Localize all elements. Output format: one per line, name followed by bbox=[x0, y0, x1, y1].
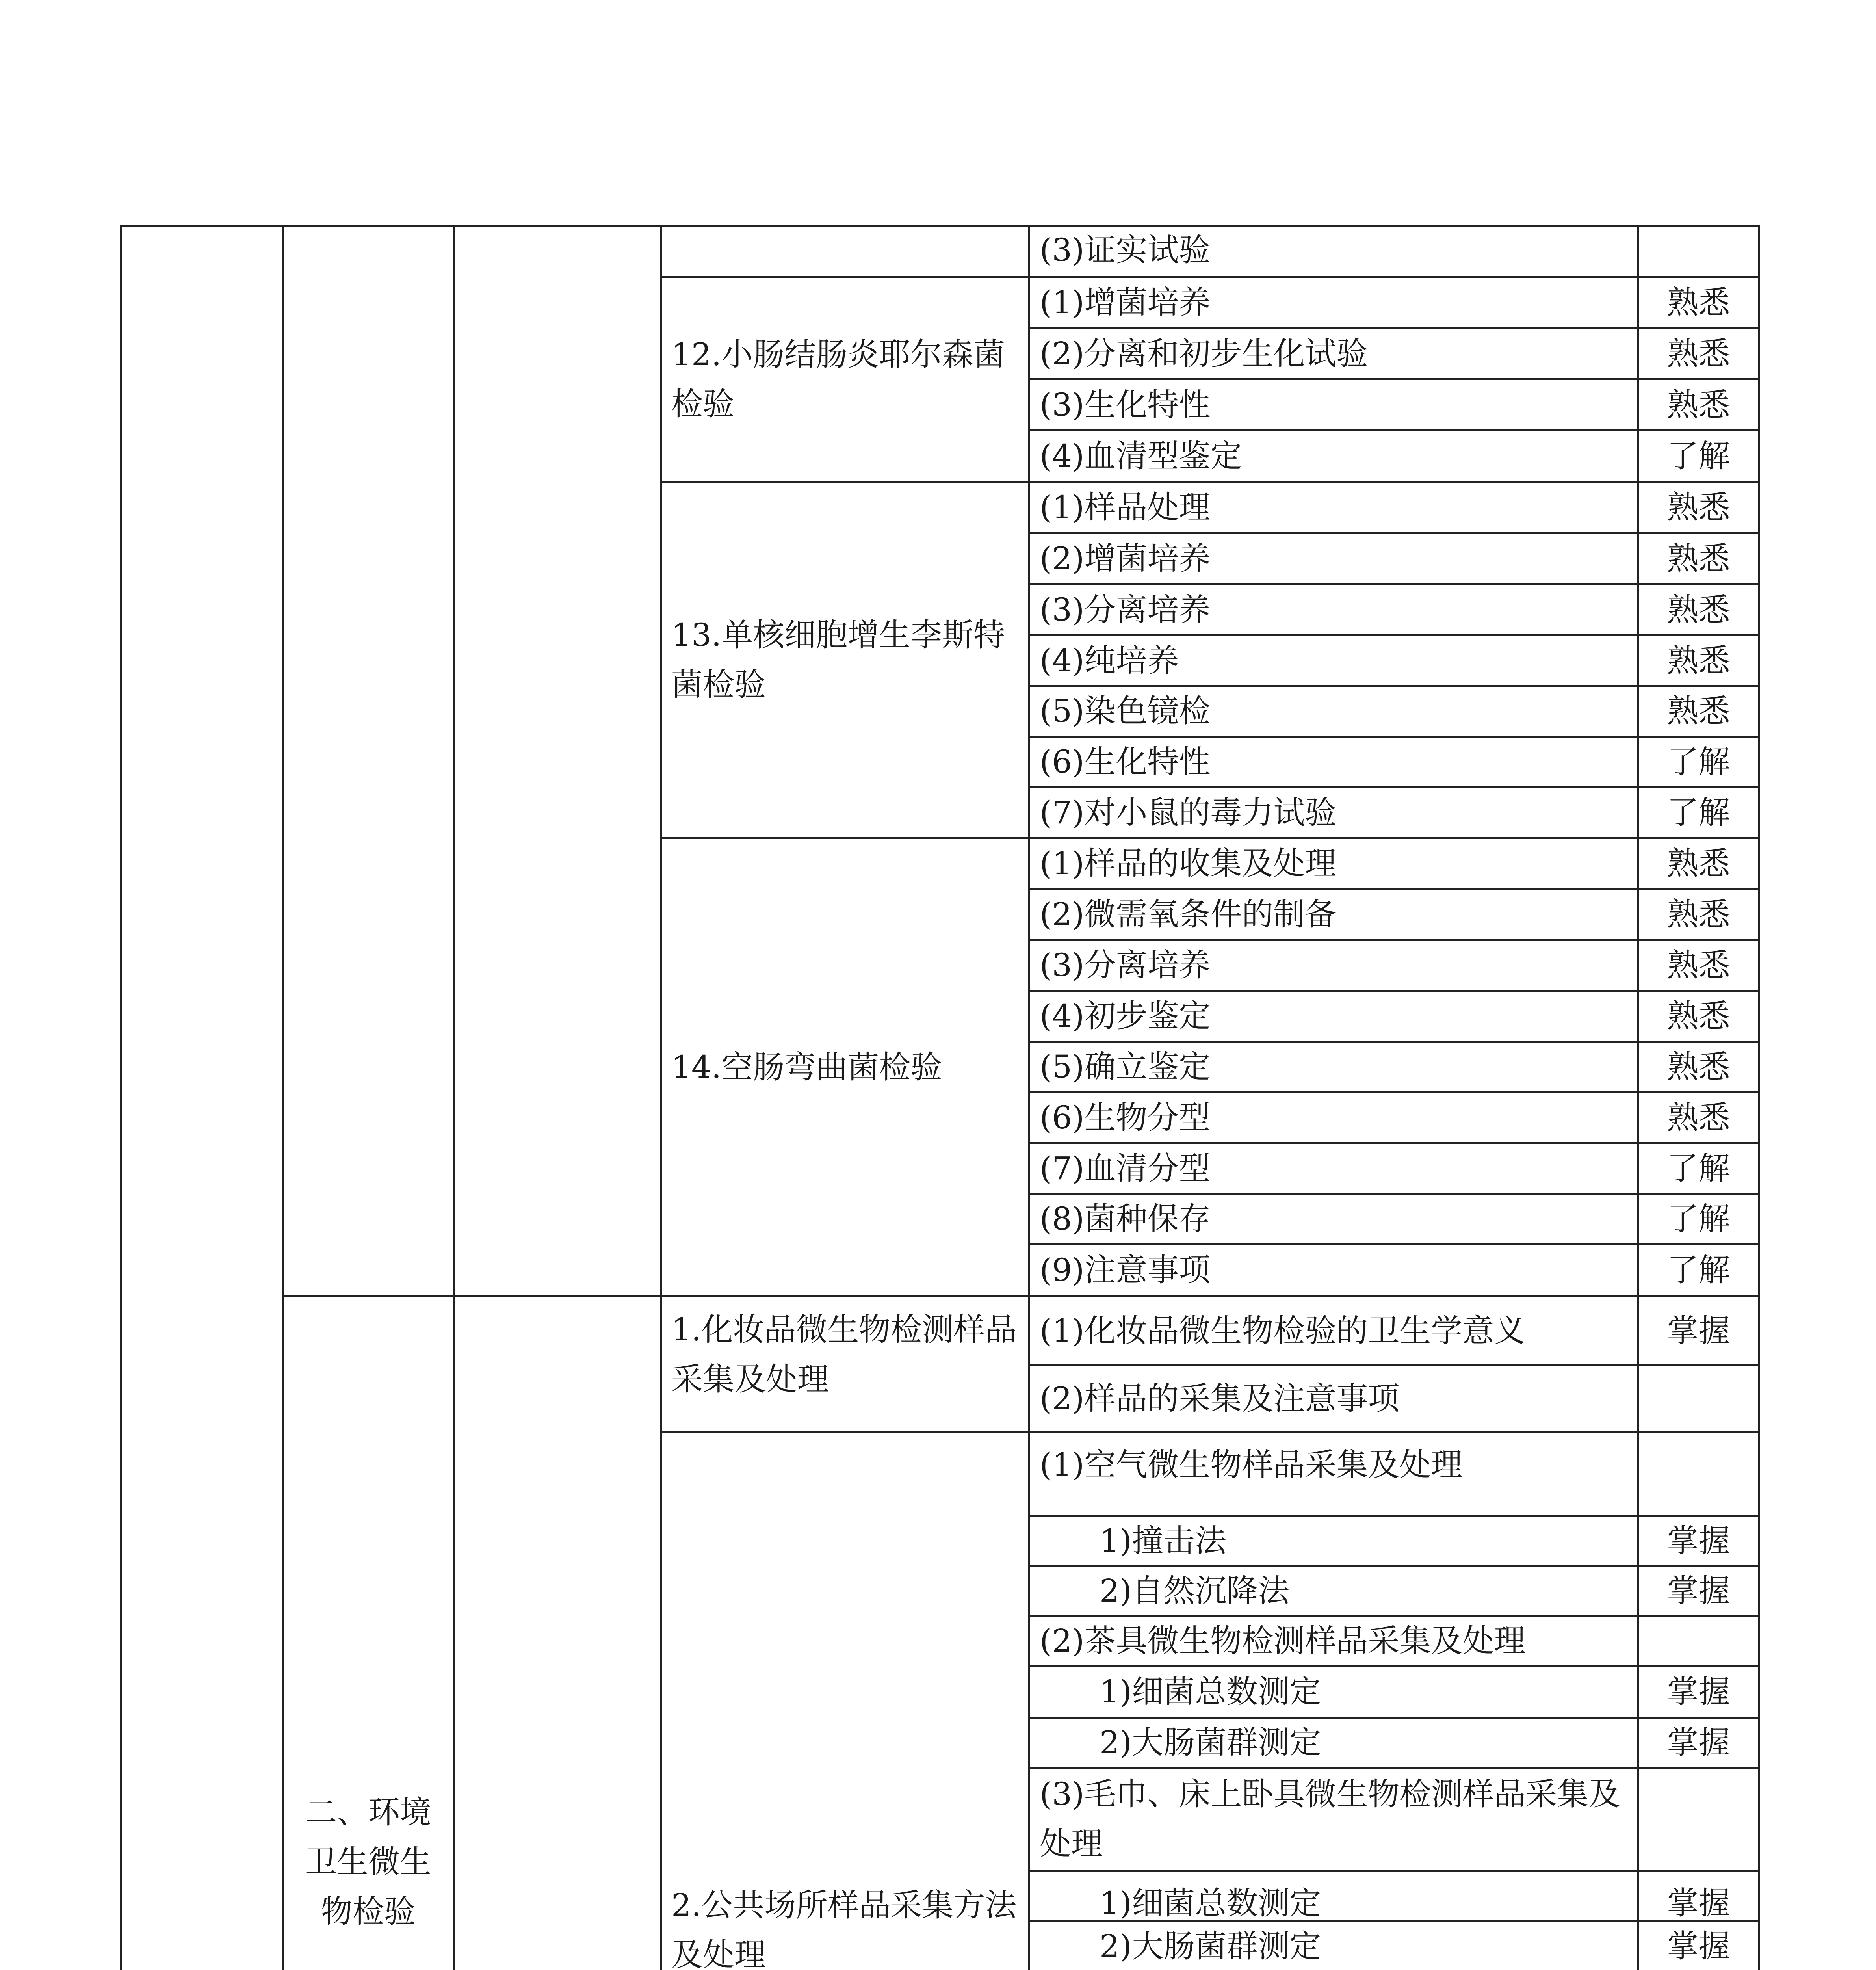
requirement-level-cell bbox=[1639, 329, 1760, 380]
requirement-level-cell bbox=[1639, 1872, 1760, 1922]
category-cell bbox=[120, 225, 284, 1970]
content-cell-text: (4)初步鉴定 bbox=[1040, 998, 1211, 1034]
requirement-level-cell-text: 掌握 bbox=[1667, 1572, 1730, 1609]
content-cell-text: (1)样品的收集及处理 bbox=[1040, 845, 1337, 882]
requirement-level-cell-text: 掌握 bbox=[1667, 1522, 1730, 1559]
content-cell-text: (2)样品的采集及注意事项 bbox=[1040, 1380, 1400, 1417]
content-cell bbox=[1030, 534, 1639, 585]
content-cell bbox=[1030, 278, 1639, 329]
sub-section-1-cell bbox=[455, 225, 662, 1297]
topic-cell bbox=[662, 483, 1030, 839]
content-cell bbox=[1030, 1093, 1639, 1144]
content-cell bbox=[1030, 738, 1639, 788]
requirement-level-cell bbox=[1639, 1567, 1760, 1617]
requirement-level-cell bbox=[1639, 992, 1760, 1043]
requirement-level-cell-text: 熟悉 bbox=[1667, 1099, 1730, 1136]
requirement-level-cell-text: 熟悉 bbox=[1667, 284, 1730, 321]
content-cell-text: (6)生物分型 bbox=[1040, 1099, 1211, 1136]
requirement-level-cell bbox=[1639, 483, 1760, 534]
content-cell-text: 1)撞击法 bbox=[1100, 1522, 1227, 1559]
section-1-cell bbox=[284, 225, 455, 1297]
requirement-level-cell-text: 了解 bbox=[1667, 437, 1730, 474]
requirement-level-cell bbox=[1639, 788, 1760, 839]
requirement-level-cell-text: 熟悉 bbox=[1667, 845, 1730, 882]
content-cell bbox=[1030, 1144, 1639, 1195]
content-cell bbox=[1030, 1617, 1639, 1667]
requirement-level-cell-text: 熟悉 bbox=[1667, 540, 1730, 577]
content-cell-text: (5)染色镜检 bbox=[1040, 693, 1211, 729]
requirement-level-cell-text: 熟悉 bbox=[1667, 947, 1730, 983]
topic-cell bbox=[662, 1297, 1030, 1433]
content-cell bbox=[1030, 1433, 1639, 1517]
requirement-level-cell bbox=[1639, 1769, 1760, 1872]
sub-section-2-cell bbox=[455, 1297, 662, 1970]
requirement-level-cell-text: 熟悉 bbox=[1667, 489, 1730, 526]
topic-cell bbox=[662, 839, 1030, 1297]
content-cell bbox=[1030, 1366, 1639, 1433]
requirement-level-cell-text: 熟悉 bbox=[1667, 1048, 1730, 1085]
requirement-level-cell-text: 掌握 bbox=[1667, 1928, 1730, 1964]
requirement-level-cell-text: 了解 bbox=[1667, 1201, 1730, 1237]
content-cell-text: (1)增菌培养 bbox=[1040, 284, 1211, 321]
content-cell-text: (1)样品处理 bbox=[1040, 489, 1211, 526]
requirement-level-cell bbox=[1639, 431, 1760, 483]
content-cell bbox=[1030, 890, 1639, 941]
topic-cell bbox=[662, 225, 1030, 278]
content-cell bbox=[1030, 1517, 1639, 1567]
requirement-level-cell-text: 熟悉 bbox=[1667, 335, 1730, 372]
topic-cell bbox=[662, 278, 1030, 483]
content-cell bbox=[1030, 636, 1639, 687]
content-cell-text: (3)证实试验 bbox=[1040, 232, 1211, 268]
requirement-level-cell-text: 熟悉 bbox=[1667, 896, 1730, 933]
requirement-level-cell-text: 掌握 bbox=[1667, 1885, 1730, 1922]
topic-cell-text: 2.公共场所样品采集方法及处理 bbox=[671, 1886, 1017, 1970]
content-cell-text: (5)确立鉴定 bbox=[1040, 1048, 1211, 1085]
requirement-level-cell bbox=[1639, 687, 1760, 738]
requirement-level-cell bbox=[1639, 941, 1760, 992]
content-cell-text: (8)菌种保存 bbox=[1040, 1201, 1211, 1237]
content-cell-text: 2)大肠菌群测定 bbox=[1100, 1928, 1321, 1964]
content-cell-text: 1)细菌总数测定 bbox=[1100, 1673, 1321, 1710]
requirement-level-cell-text: 熟悉 bbox=[1667, 693, 1730, 729]
requirement-level-cell bbox=[1639, 839, 1760, 890]
section-2-cell-text: 二、环境卫生微生物检验 bbox=[305, 1794, 431, 1930]
requirement-level-cell-text: 了解 bbox=[1667, 794, 1730, 831]
content-cell bbox=[1030, 1719, 1639, 1769]
content-cell-text: (2)微需氧条件的制备 bbox=[1040, 896, 1337, 933]
content-cell bbox=[1030, 1769, 1639, 1872]
content-cell bbox=[1030, 329, 1639, 380]
requirement-level-cell bbox=[1639, 1667, 1760, 1719]
content-cell bbox=[1030, 687, 1639, 738]
requirement-level-cell bbox=[1639, 380, 1760, 431]
content-cell-text: (4)血清型鉴定 bbox=[1040, 437, 1242, 474]
content-cell bbox=[1030, 431, 1639, 483]
topic-cell-text: 13.单核细胞增生李斯特菌检验 bbox=[671, 617, 1005, 703]
requirement-level-cell bbox=[1639, 890, 1760, 941]
content-cell-text: 2)大肠菌群测定 bbox=[1100, 1724, 1321, 1761]
content-cell bbox=[1030, 225, 1639, 278]
requirement-level-cell-text: 熟悉 bbox=[1667, 591, 1730, 628]
requirement-level-cell bbox=[1639, 1517, 1760, 1567]
content-cell-text: (2)茶具微生物检测样品采集及处理 bbox=[1040, 1622, 1526, 1659]
requirement-level-cell-text: 熟悉 bbox=[1667, 642, 1730, 679]
requirement-level-cell bbox=[1639, 225, 1760, 278]
content-cell-text: (2)分离和初步生化试验 bbox=[1040, 335, 1368, 372]
topic-cell bbox=[662, 1433, 1030, 1970]
content-cell bbox=[1030, 1922, 1639, 1970]
requirement-level-cell-text: 掌握 bbox=[1667, 1312, 1730, 1349]
content-cell-text: (3)生化特性 bbox=[1040, 386, 1211, 423]
content-cell bbox=[1030, 1667, 1639, 1719]
requirement-level-cell bbox=[1639, 738, 1760, 788]
content-cell bbox=[1030, 788, 1639, 839]
content-cell bbox=[1030, 1043, 1639, 1093]
content-cell-text: 2)自然沉降法 bbox=[1100, 1572, 1290, 1609]
requirement-level-cell bbox=[1639, 1195, 1760, 1245]
requirement-level-cell-text: 了解 bbox=[1667, 1252, 1730, 1288]
requirement-level-cell bbox=[1639, 1043, 1760, 1093]
content-cell-text: (2)增菌培养 bbox=[1040, 540, 1211, 577]
section-2-cell bbox=[284, 1297, 455, 1970]
content-cell bbox=[1030, 992, 1639, 1043]
requirement-level-cell bbox=[1639, 1144, 1760, 1195]
requirement-level-cell bbox=[1639, 1922, 1760, 1970]
content-cell bbox=[1030, 380, 1639, 431]
content-cell bbox=[1030, 585, 1639, 636]
requirement-level-cell-text: 熟悉 bbox=[1667, 998, 1730, 1034]
content-cell bbox=[1030, 1297, 1639, 1366]
content-cell bbox=[1030, 839, 1639, 890]
content-cell bbox=[1030, 1567, 1639, 1617]
requirement-level-cell bbox=[1639, 1433, 1760, 1517]
requirement-level-cell bbox=[1639, 585, 1760, 636]
content-cell-text: (9)注意事项 bbox=[1040, 1252, 1211, 1288]
requirement-level-cell bbox=[1639, 1245, 1760, 1297]
requirement-level-cell-text: 掌握 bbox=[1667, 1724, 1730, 1761]
requirement-level-cell bbox=[1639, 1719, 1760, 1769]
requirement-level-cell bbox=[1639, 1366, 1760, 1433]
content-cell bbox=[1030, 941, 1639, 992]
topic-cell-text: 14.空肠弯曲菌检验 bbox=[671, 1048, 942, 1085]
requirement-level-cell-text: 掌握 bbox=[1667, 1673, 1730, 1710]
topic-cell-text: 1.化妆品微生物检测样品采集及处理 bbox=[671, 1311, 1017, 1398]
content-cell-text: (6)生化特性 bbox=[1040, 743, 1211, 780]
content-cell bbox=[1030, 1195, 1639, 1245]
content-cell-text: (3)毛巾、床上卧具微生物检测样品采集及处理 bbox=[1040, 1776, 1620, 1862]
content-cell-text: (3)分离培养 bbox=[1040, 591, 1211, 628]
requirement-level-cell-text: 了解 bbox=[1667, 743, 1730, 780]
content-cell-text: (1)化妆品微生物检验的卫生学意义 bbox=[1040, 1312, 1526, 1349]
requirement-level-cell-text: 了解 bbox=[1667, 1150, 1730, 1187]
content-cell-text: (1)空气微生物样品采集及处理 bbox=[1040, 1446, 1463, 1483]
content-cell-text: (7)对小鼠的毒力试验 bbox=[1040, 794, 1337, 831]
requirement-level-cell-text: 熟悉 bbox=[1667, 386, 1730, 423]
requirement-level-cell bbox=[1639, 1617, 1760, 1667]
content-cell-text: (3)分离培养 bbox=[1040, 947, 1211, 983]
requirement-level-cell bbox=[1639, 534, 1760, 585]
content-cell bbox=[1030, 1245, 1639, 1297]
requirement-level-cell bbox=[1639, 1297, 1760, 1366]
content-cell-text: (4)纯培养 bbox=[1040, 642, 1179, 679]
content-cell bbox=[1030, 1872, 1639, 1922]
requirement-level-cell bbox=[1639, 278, 1760, 329]
requirement-level-cell bbox=[1639, 636, 1760, 687]
content-cell-text: (7)血清分型 bbox=[1040, 1150, 1211, 1187]
topic-cell-text: 12.小肠结肠炎耶尔森菌检验 bbox=[671, 336, 1005, 422]
requirement-level-cell bbox=[1639, 1093, 1760, 1144]
content-cell bbox=[1030, 483, 1639, 534]
content-cell-text: 1)细菌总数测定 bbox=[1100, 1885, 1321, 1922]
